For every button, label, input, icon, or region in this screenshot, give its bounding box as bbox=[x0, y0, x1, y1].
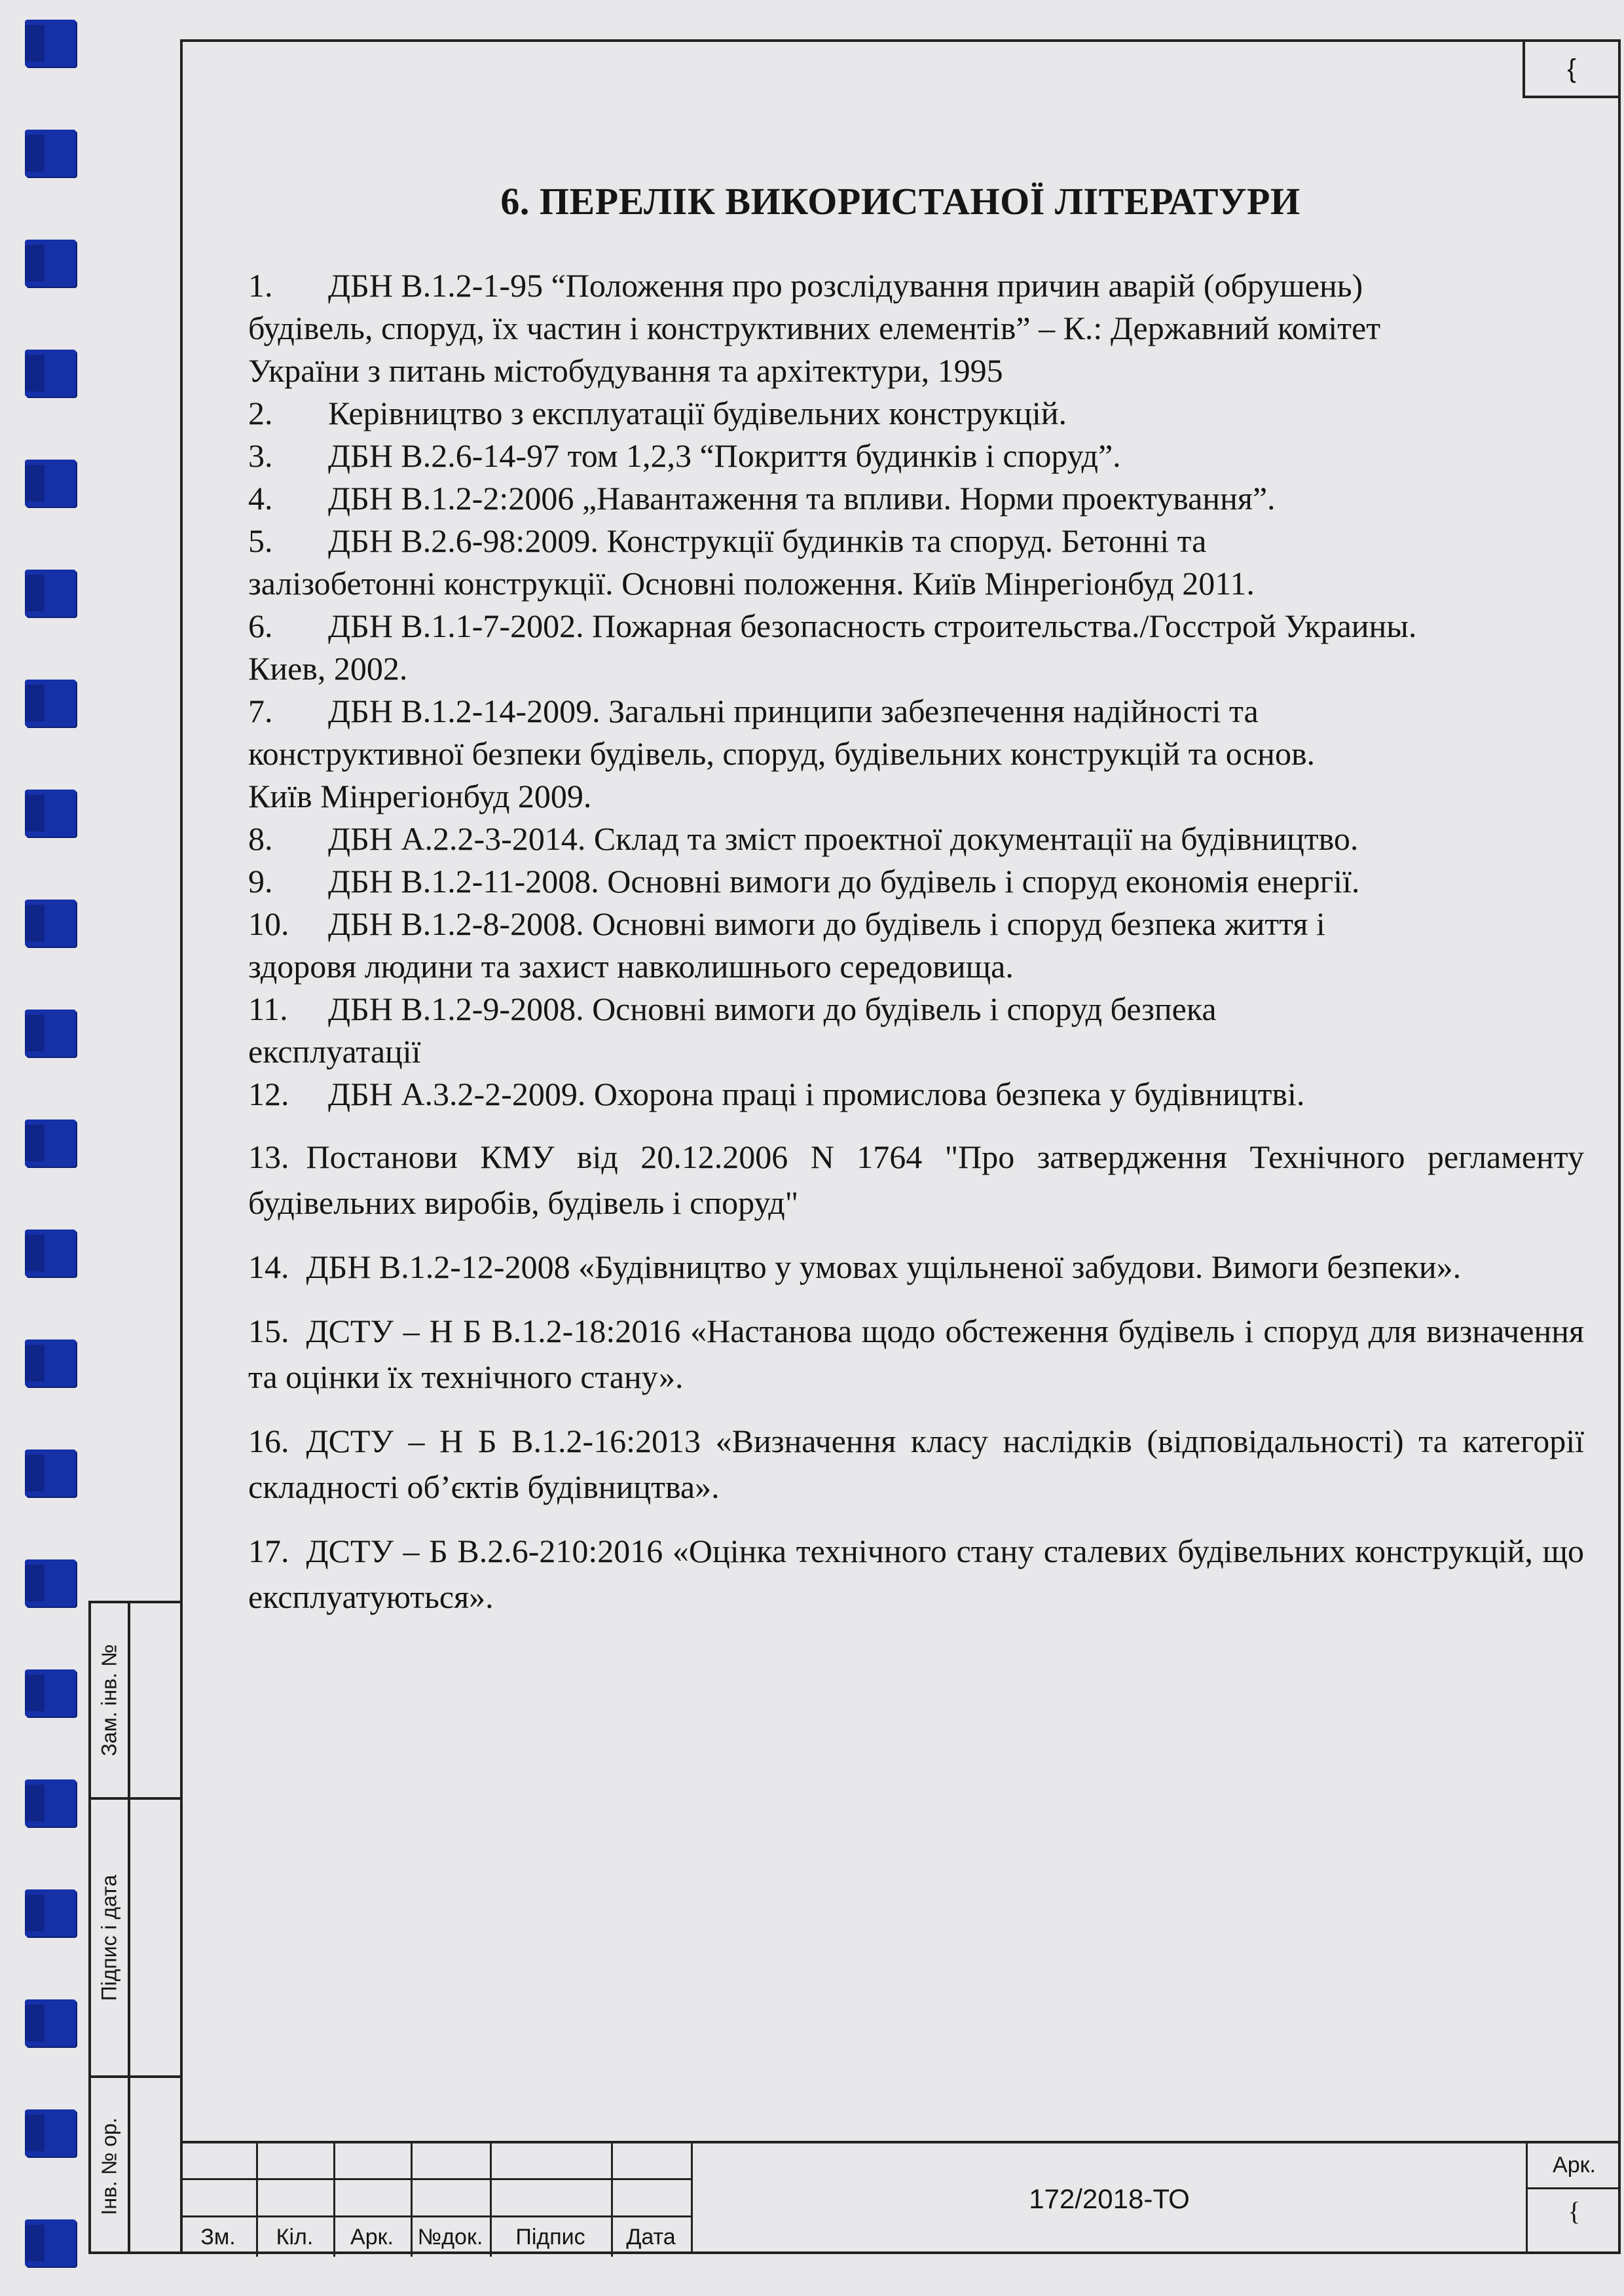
reference-text: України з питань містобудування та архітектури, 1995 bbox=[248, 352, 1003, 389]
binding-tab bbox=[25, 2109, 76, 2157]
binding-tab bbox=[25, 1559, 76, 1607]
reference-line bbox=[248, 690, 1584, 733]
sheet-label: Арк. bbox=[1528, 2143, 1621, 2189]
revision-grid bbox=[180, 2141, 691, 2254]
col-label-kil: Кіл. bbox=[276, 2225, 314, 2250]
page-frame bbox=[180, 39, 1621, 2254]
binding-tab bbox=[25, 680, 76, 727]
reference-line bbox=[248, 562, 1584, 605]
reference-number: 4. bbox=[248, 480, 273, 517]
side-label-signature-date: Підпис і дата bbox=[97, 1874, 121, 2001]
reference-item bbox=[248, 1244, 1584, 1290]
reference-list bbox=[248, 264, 1584, 1620]
reference-text: ДБН В.1.2-12-2008 «Будівництво у умовах ущільненої забудови. Вимоги безпеки». bbox=[306, 1248, 1462, 1285]
reference-line bbox=[248, 1030, 1584, 1073]
binding-tab bbox=[25, 240, 76, 287]
binding-tab bbox=[25, 460, 76, 507]
col-label-data: Дата bbox=[626, 2225, 676, 2250]
reference-number: 12. bbox=[248, 1076, 289, 1112]
reference-number: 3. bbox=[248, 437, 273, 474]
reference-number: 16. bbox=[248, 1423, 289, 1459]
reference-item bbox=[248, 1308, 1584, 1400]
reference-number: 14. bbox=[248, 1248, 289, 1285]
reference-number: 8. bbox=[248, 820, 273, 857]
binding-tab bbox=[25, 20, 76, 67]
binding-tab bbox=[25, 1779, 76, 1827]
binding-tab bbox=[25, 1230, 76, 1277]
col-label-pidpys: Підпис bbox=[515, 2225, 585, 2250]
side-row-signature-date bbox=[91, 1800, 180, 2078]
reference-text: конструктивної безпеки будівель, споруд, будівельних конструкцій та основ. bbox=[248, 735, 1316, 772]
reference-line bbox=[248, 307, 1584, 350]
reference-line bbox=[248, 945, 1584, 988]
reference-line bbox=[248, 392, 1584, 435]
reference-text: залізобетонні конструкції. Основні положення. Київ Мінрегіонбуд 2011. bbox=[248, 565, 1255, 602]
document-code: 172/2018-ТО bbox=[1029, 2183, 1190, 2214]
reference-line bbox=[248, 605, 1584, 647]
reference-number: 5. bbox=[248, 522, 273, 559]
reference-text: ДСТУ – Н Б В.1.2-16:2013 «Визначення класу наслідків (відповідальності) та категорії складності об’єктів будівництва». bbox=[248, 1423, 1584, 1505]
reference-line bbox=[248, 1073, 1584, 1116]
binding-tab bbox=[25, 790, 76, 837]
binding-tab bbox=[25, 900, 76, 947]
reference-text: ДСТУ – Б В.2.6-210:2016 «Оцінка технічного стану сталевих будівельних конструкцій, що експлуатуються». bbox=[248, 1533, 1584, 1615]
document-code-cell bbox=[691, 2141, 1526, 2254]
reference-text: будівель, споруд, їх частин і конструктивних елементів” – К.: Державний комітет bbox=[248, 310, 1381, 346]
reference-text: ДБН А.2.2-3-2014. Склад та зміст проектної документації на будівництво. bbox=[328, 820, 1359, 857]
reference-text: ДБН В.2.6-98:2009. Конструкції будинків та споруд. Бетонні та bbox=[328, 522, 1207, 559]
reference-text: ДСТУ – Н Б В.1.2-18:2016 «Настанова щодо обстеження будівель і споруд для визначення та оцінки їх технічного стану». bbox=[248, 1313, 1584, 1395]
title-block bbox=[180, 2141, 1621, 2254]
col-label-zm: Зм. bbox=[200, 2225, 236, 2250]
binding-tab bbox=[25, 1669, 76, 1717]
binding-tab bbox=[25, 1120, 76, 1167]
binding-tab bbox=[25, 570, 76, 617]
reference-text: Постанови КМУ від 20.12.2006 N 1764 "Про затвердження Технічного регламенту будівельних виробів, будівель і споруд" bbox=[248, 1139, 1584, 1221]
reference-text: ДБН В.2.6-14-97 том 1,2,3 “Покриття будинків і споруд”. bbox=[328, 437, 1121, 474]
reference-text: ДБН В.1.1-7-2002. Пожарная безопасность строительства./Госстрой Украины. bbox=[328, 608, 1417, 644]
reference-item bbox=[248, 1528, 1584, 1620]
col-label-ndok: №док. bbox=[417, 2225, 483, 2250]
binding-tab bbox=[25, 1010, 76, 1057]
side-row-replaced-inv bbox=[91, 1603, 180, 1800]
reference-line bbox=[248, 988, 1584, 1030]
binding-tab bbox=[25, 130, 76, 177]
reference-line bbox=[248, 520, 1584, 562]
reference-line bbox=[248, 733, 1584, 775]
reference-text: ДБН В.1.2-14-2009. Загальні принципи забезпечення надійності та bbox=[328, 693, 1259, 729]
reference-text: ДБН В.1.2-9-2008. Основні вимоги до будівель і споруд безпека bbox=[328, 991, 1217, 1027]
sheet-value: { bbox=[1568, 2196, 1581, 2226]
reference-line bbox=[248, 477, 1584, 520]
reference-line bbox=[248, 435, 1584, 477]
reference-number: 1. bbox=[248, 267, 273, 304]
reference-text: ДБН В.1.2-8-2008. Основні вимоги до будівель і споруд безпека життя і bbox=[328, 905, 1325, 942]
page-heading: 6. ПЕРЕЛІК ВИКОРИСТАНОЇ ЛІТЕРАТУРИ bbox=[500, 180, 1301, 223]
reference-text: Киев, 2002. bbox=[248, 650, 408, 687]
reference-number: 13. bbox=[248, 1139, 289, 1175]
binding-tab bbox=[25, 350, 76, 397]
reference-number: 7. bbox=[248, 693, 273, 729]
reference-number: 9. bbox=[248, 863, 273, 900]
reference-line bbox=[248, 818, 1584, 860]
reference-text: здоровя людини та захист навколишнього середовища. bbox=[248, 948, 1014, 985]
corner-mark: { bbox=[1567, 54, 1576, 83]
reference-text: ДБН А.3.2-2-2009. Охорона праці і промислова безпека у будівництві. bbox=[328, 1076, 1305, 1112]
reference-line bbox=[248, 264, 1584, 307]
reference-number: 2. bbox=[248, 395, 273, 431]
reference-line bbox=[248, 775, 1584, 818]
reference-line bbox=[248, 860, 1584, 903]
sheet-number-cell bbox=[1526, 2141, 1621, 2254]
corner-mark-box bbox=[1522, 39, 1621, 98]
binding-tab bbox=[25, 1449, 76, 1497]
side-label-inv-orig: Інв. № ор. bbox=[97, 2117, 121, 2215]
reference-text: ДБН В.1.2-1-95 “Положення про розслідування причин аварій (обрушень) bbox=[328, 267, 1363, 304]
reference-number: 11. bbox=[248, 991, 288, 1027]
reference-item bbox=[248, 1418, 1584, 1510]
reference-number: 17. bbox=[248, 1533, 289, 1569]
side-stamp bbox=[88, 1601, 180, 2254]
reference-number: 10. bbox=[248, 905, 289, 942]
binding-strip bbox=[0, 0, 79, 2296]
reference-item bbox=[248, 1134, 1584, 1226]
reference-text: ДБН В.1.2-11-2008. Основні вимоги до будівель і споруд економія енергії. bbox=[328, 863, 1360, 900]
binding-tab bbox=[25, 1339, 76, 1387]
binding-tab bbox=[25, 1889, 76, 1937]
reference-text: ДБН В.1.2-2:2006 „Навантаження та впливи. Норми проектування”. bbox=[328, 480, 1276, 517]
reference-text: експлуатації bbox=[248, 1033, 421, 1070]
reference-line bbox=[248, 350, 1584, 392]
side-row-inv-orig bbox=[91, 2078, 180, 2254]
reference-number: 15. bbox=[248, 1313, 289, 1349]
reference-line bbox=[248, 903, 1584, 945]
col-label-ark: Арк. bbox=[350, 2225, 394, 2250]
reference-text: Київ Мінрегіонбуд 2009. bbox=[248, 778, 592, 814]
reference-line bbox=[248, 647, 1584, 690]
binding-tab bbox=[25, 2219, 76, 2267]
binding-tab bbox=[25, 1999, 76, 2047]
side-label-replaced-inv: Зам. інв. № bbox=[97, 1644, 121, 1757]
reference-number: 6. bbox=[248, 608, 273, 644]
reference-text: Керівництво з експлуатації будівельних конструкцій. bbox=[328, 395, 1067, 431]
